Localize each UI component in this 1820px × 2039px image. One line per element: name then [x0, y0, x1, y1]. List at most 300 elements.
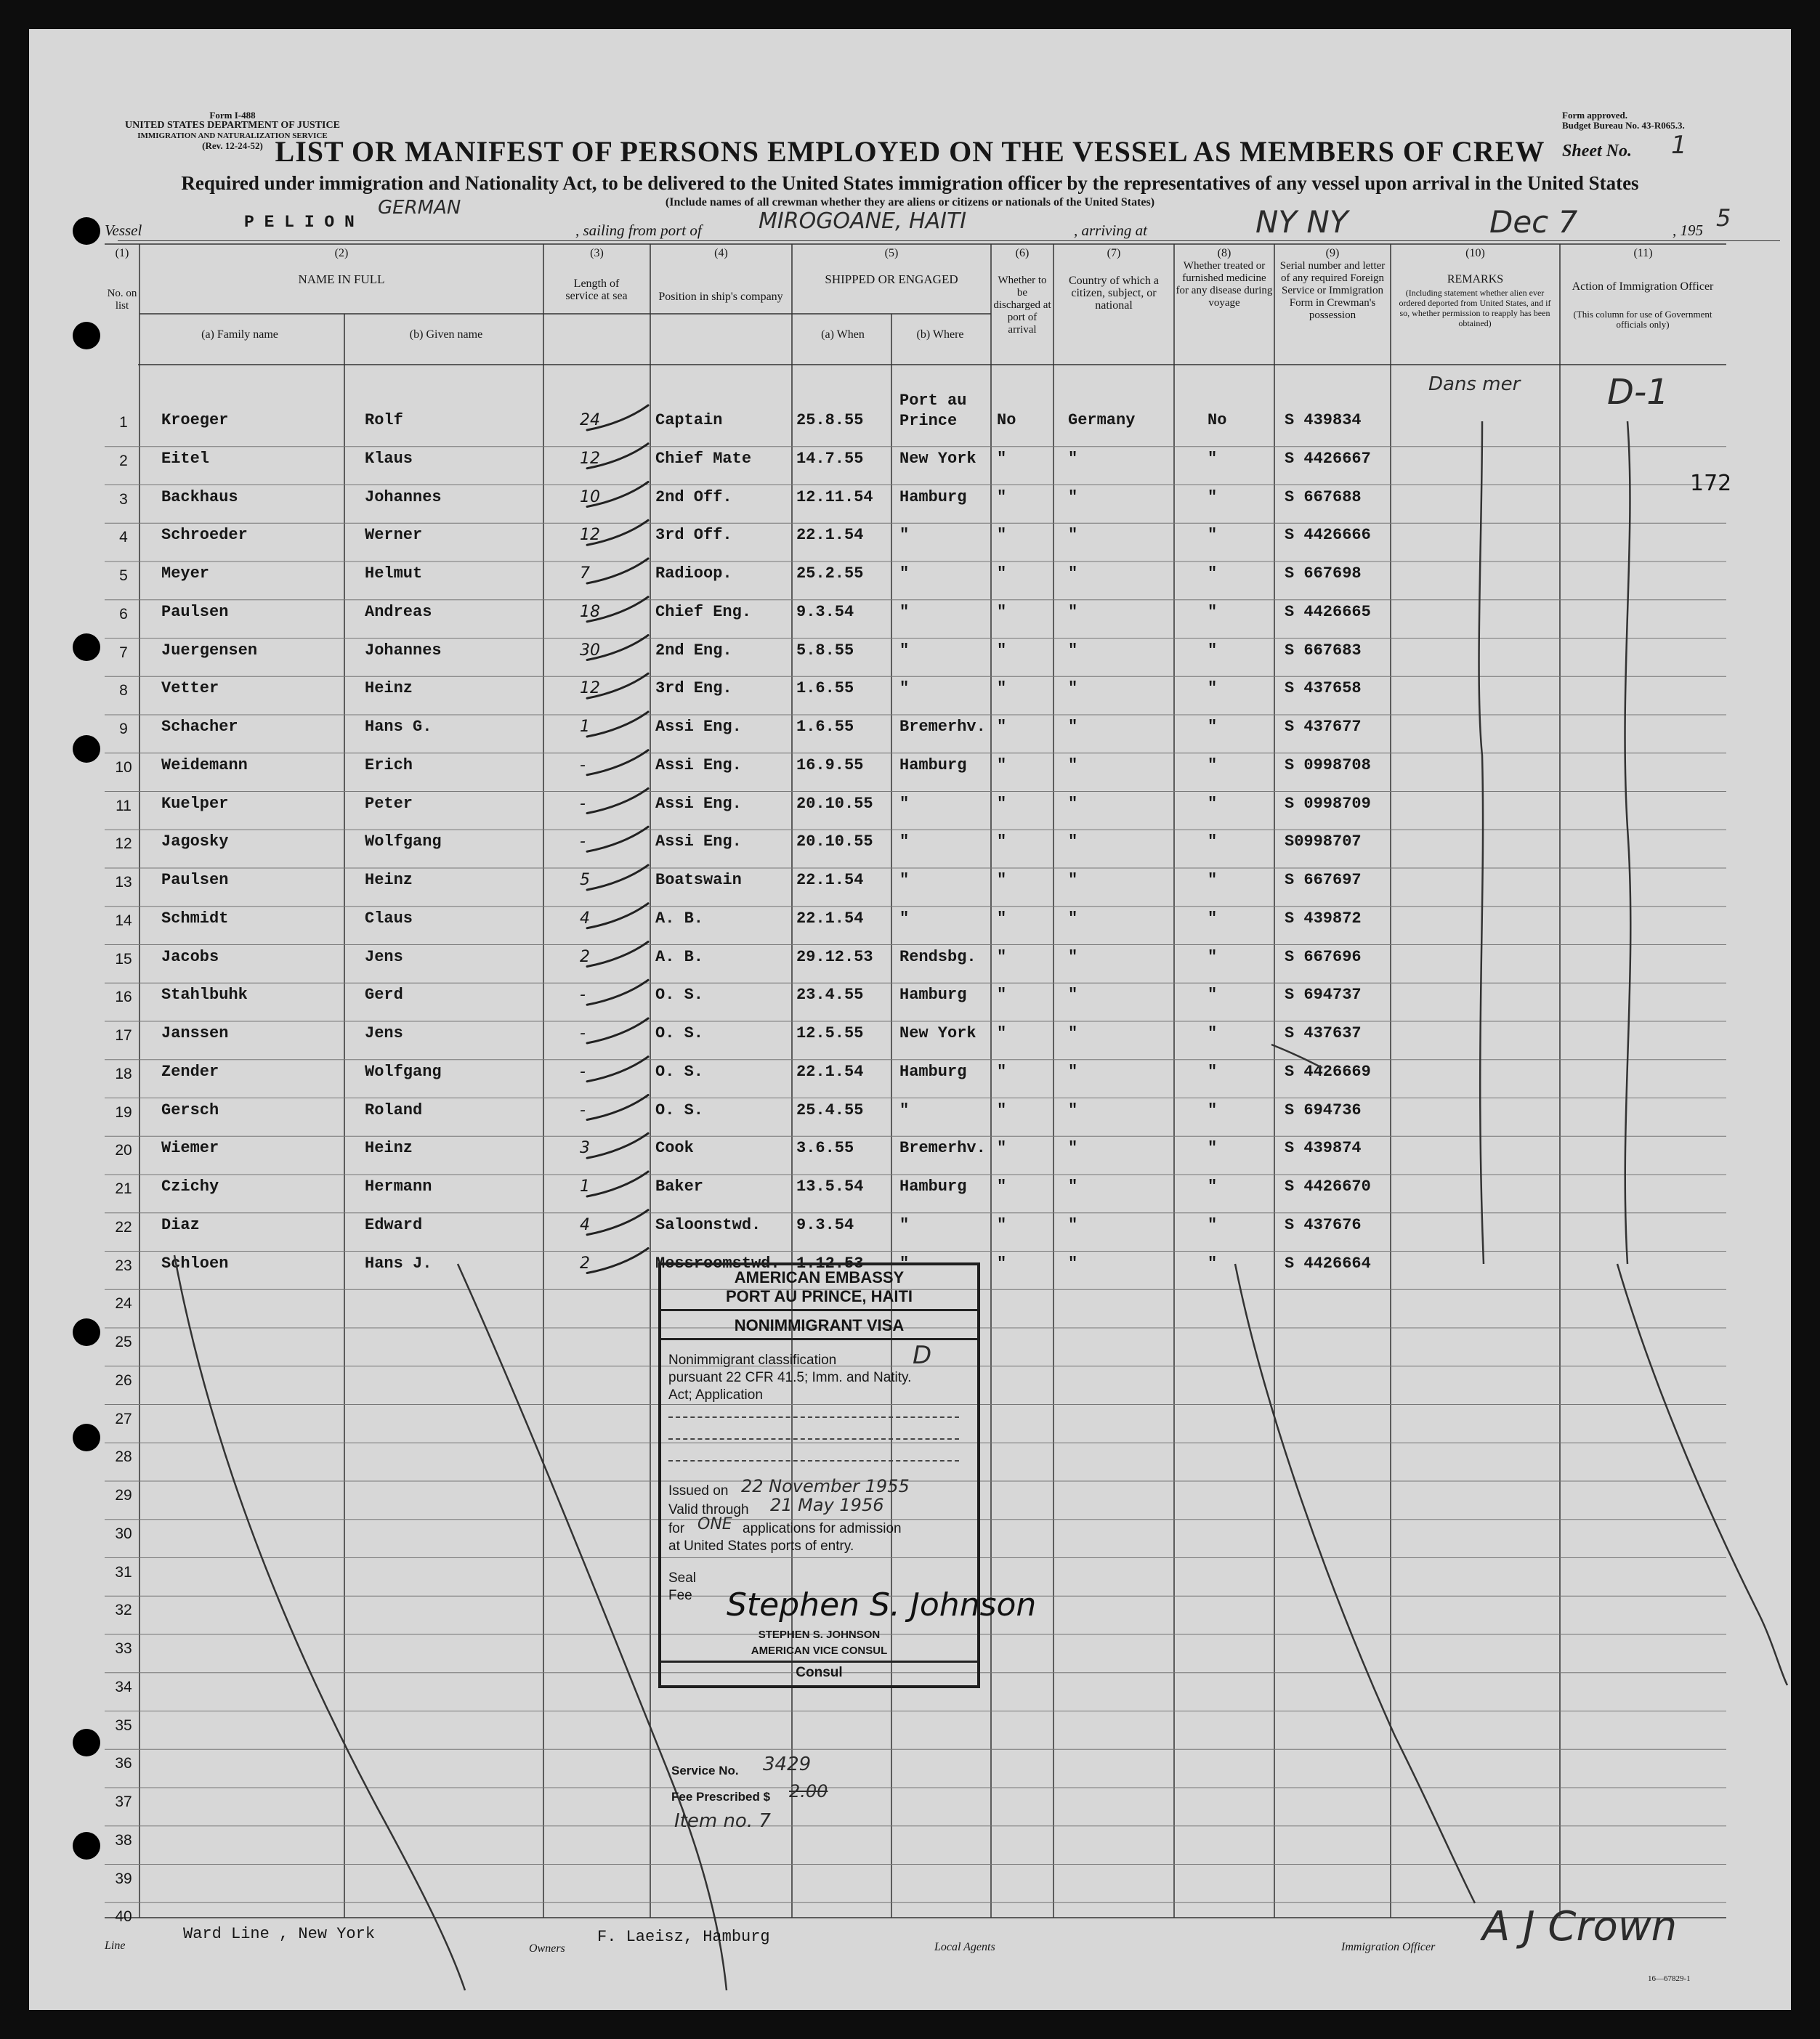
crew-given-name: Werner — [365, 526, 423, 545]
form-approval: Form approved. — [1562, 110, 1628, 121]
row-number: 21 — [115, 1180, 132, 1197]
crew-family-name: Weidemann — [161, 755, 248, 774]
service-label: Service No. — [671, 1764, 739, 1777]
crew-service-length: 2 — [580, 1254, 590, 1273]
crew-medicine: " — [1208, 1062, 1218, 1081]
row-number: 14 — [115, 912, 132, 929]
agents-label: Local Agents — [934, 1941, 995, 1953]
crew-shipped-when: 22.1.54 — [796, 526, 864, 545]
crew-service-length: 12 — [580, 679, 600, 698]
item-number: Item no. 7 — [674, 1810, 771, 1832]
col-num-4: (4) — [714, 247, 728, 259]
crew-given-name: Rolf — [365, 411, 403, 429]
sheet-label: Sheet No. — [1562, 142, 1632, 161]
col-num-1: (1) — [115, 247, 129, 259]
crew-position: Messroomstwd. — [655, 1254, 780, 1273]
header-name-in-full: NAME IN FULL — [298, 272, 385, 286]
crew-serial: S 4426667 — [1285, 449, 1371, 468]
crew-discharged: " — [997, 986, 1007, 1005]
crew-country: " — [1068, 602, 1078, 621]
crew-serial: S 439872 — [1285, 909, 1362, 928]
crew-shipped-when: 25.2.55 — [796, 564, 864, 583]
header-action: Action of Immigration Officer — [1572, 280, 1714, 293]
crew-family-name: Diaz — [161, 1215, 200, 1234]
crew-country: " — [1068, 794, 1078, 813]
crew-position: Radioop. — [655, 564, 732, 583]
crew-given-name: Wolfgang — [365, 832, 442, 851]
crew-serial: S 437658 — [1285, 679, 1362, 698]
crew-discharged: " — [997, 1139, 1007, 1158]
service-value: 3429 — [763, 1754, 812, 1775]
crew-position: Baker — [655, 1177, 704, 1196]
officer-signature: A J Crown — [1482, 1903, 1678, 1950]
crew-given-name: Claus — [365, 909, 413, 928]
crew-medicine: " — [1208, 1139, 1218, 1158]
crew-medicine: " — [1208, 1177, 1218, 1196]
crew-serial: S 667683 — [1285, 641, 1362, 660]
binder-hole — [73, 1729, 100, 1756]
crew-shipped-where: " — [899, 564, 910, 583]
row-number: 23 — [115, 1257, 132, 1274]
crew-medicine: " — [1208, 1100, 1218, 1119]
stamp-ports-text: at United States ports of entry. — [668, 1539, 854, 1554]
crew-discharged: No — [997, 411, 1016, 429]
crew-medicine: " — [1208, 755, 1218, 774]
crew-position: Assi Eng. — [655, 832, 742, 851]
crew-family-name: Jacobs — [161, 947, 219, 966]
line-value: Ward Line , New York — [183, 1925, 376, 1943]
crew-shipped-where: Port au Prince — [899, 392, 967, 430]
budget-bureau: Budget Bureau No. 43-R065.3. — [1562, 120, 1685, 131]
crew-given-name: Hermann — [365, 1177, 432, 1196]
crew-discharged: " — [997, 1177, 1007, 1196]
crew-discharged: " — [997, 1254, 1007, 1273]
crew-serial: S 4426664 — [1285, 1254, 1371, 1273]
crew-service-length: 30 — [580, 641, 600, 660]
crew-country: " — [1068, 947, 1078, 966]
binder-hole — [73, 217, 100, 245]
row-number: 8 — [119, 682, 128, 700]
row-number: 18 — [115, 1065, 132, 1082]
crew-country: " — [1068, 526, 1078, 545]
crew-service-length: 4 — [580, 1215, 590, 1234]
crew-position: 3rd Off. — [655, 526, 732, 545]
row-number: 19 — [115, 1103, 132, 1121]
row-number: 30 — [115, 1525, 132, 1542]
header-remarks-note: (Including statement whether alien ever ordered deported from United States, and if so, whether permission to reapply has been obtained) — [1399, 288, 1551, 328]
crew-shipped-where: " — [899, 679, 910, 698]
row-number: 27 — [115, 1410, 132, 1427]
crew-medicine: " — [1208, 871, 1218, 889]
stamp-classification-label: Nonimmigrant classification — [668, 1353, 837, 1368]
department: UNITED STATES DEPARTMENT OF JUSTICE — [125, 120, 340, 131]
row-number: 16 — [115, 989, 132, 1006]
year-prefix: , 195 — [1673, 222, 1703, 239]
stamp-embassy: AMERICAN EMBASSY — [734, 1268, 905, 1286]
header-length-service: Length of service at sea — [565, 277, 628, 302]
row-number: 29 — [115, 1487, 132, 1504]
stamp-consul: Consul — [796, 1665, 843, 1680]
crew-given-name: Erich — [365, 755, 413, 774]
crew-position: 3rd Eng. — [655, 679, 732, 698]
crew-position: Chief Mate — [655, 449, 752, 468]
stamp-valid-value: 21 May 1956 — [770, 1495, 884, 1515]
stamp-officer-name: STEPHEN S. JOHNSON — [758, 1629, 881, 1641]
row-number: 13 — [115, 874, 132, 891]
arrival-date: Dec 7 — [1489, 204, 1578, 240]
crew-family-name: Schloen — [161, 1254, 229, 1273]
crew-country: " — [1068, 1024, 1078, 1042]
row-number: 7 — [119, 644, 128, 661]
crew-family-name: Stahlbuhk — [161, 986, 248, 1005]
manifest-page — [29, 29, 1791, 2010]
crew-service-length: - — [580, 755, 586, 774]
crew-serial: S 667698 — [1285, 564, 1362, 583]
row-number: 24 — [115, 1295, 132, 1313]
crew-country: " — [1068, 986, 1078, 1005]
crew-family-name: Schacher — [161, 718, 238, 736]
crew-medicine: No — [1208, 411, 1227, 429]
crew-discharged: " — [997, 1024, 1007, 1042]
crew-shipped-when: 25.4.55 — [796, 1100, 864, 1119]
crew-serial: S 0998708 — [1285, 755, 1371, 774]
crew-shipped-where: " — [899, 1100, 910, 1119]
crew-shipped-where: " — [899, 602, 910, 621]
crew-family-name: Jagosky — [161, 832, 229, 851]
crew-medicine: " — [1208, 564, 1218, 583]
stamp-act: Act; Application — [668, 1387, 763, 1403]
crew-service-length: 1 — [580, 718, 590, 736]
row-number: 20 — [115, 1142, 132, 1159]
header-remarks: REMARKS — [1447, 273, 1504, 285]
remarks-row1-note: Dans mer — [1428, 373, 1521, 395]
crew-shipped-when: 22.1.54 — [796, 871, 864, 889]
crew-shipped-where: Hamburg — [899, 1177, 967, 1196]
arrival-port: NY NY — [1255, 204, 1348, 240]
crew-family-name: Kuelper — [161, 794, 229, 813]
crew-shipped-where: " — [899, 526, 910, 545]
crew-country: " — [1068, 1254, 1078, 1273]
row-number: 37 — [115, 1793, 132, 1810]
crew-country: " — [1068, 1177, 1078, 1196]
crew-position: A. B. — [655, 947, 704, 966]
crew-given-name: Andreas — [365, 602, 432, 621]
row-number: 3 — [119, 490, 128, 508]
crew-discharged: " — [997, 755, 1007, 774]
crew-country: " — [1068, 718, 1078, 736]
crew-shipped-where: " — [899, 832, 910, 851]
crew-medicine: " — [1208, 1254, 1218, 1273]
crew-country: Germany — [1068, 411, 1136, 429]
crew-shipped-when: 1.12.53 — [796, 1254, 864, 1273]
crew-medicine: " — [1208, 832, 1218, 851]
crew-shipped-when: 12.5.55 — [796, 1024, 864, 1042]
crew-shipped-when: 22.1.54 — [796, 1062, 864, 1081]
row-number: 1 — [119, 414, 128, 431]
crew-shipped-where: " — [899, 1215, 910, 1234]
row-number: 31 — [115, 1563, 132, 1581]
crew-family-name: Kroeger — [161, 411, 229, 429]
crew-shipped-when: 23.4.55 — [796, 986, 864, 1005]
crew-discharged: " — [997, 871, 1007, 889]
crew-given-name: Jens — [365, 1024, 403, 1042]
binder-hole — [73, 633, 100, 661]
crew-shipped-when: 3.6.55 — [796, 1139, 854, 1158]
vessel-label: Vessel — [105, 222, 142, 239]
visa-stamp — [658, 1262, 1037, 1688]
header-shipped: SHIPPED OR ENGAGED — [825, 272, 958, 286]
col-num-7: (7) — [1107, 247, 1121, 259]
crew-discharged: " — [997, 526, 1007, 545]
crew-serial: S 667688 — [1285, 487, 1362, 506]
crew-medicine: " — [1208, 947, 1218, 966]
crew-shipped-when: 20.10.55 — [796, 794, 873, 813]
stamp-issued-value: 22 November 1955 — [741, 1476, 910, 1496]
crew-shipped-when: 20.10.55 — [796, 832, 873, 851]
crew-serial: S 4426665 — [1285, 602, 1371, 621]
crew-medicine: " — [1208, 641, 1218, 660]
arriving-label: , arriving at — [1074, 222, 1147, 239]
stamp-officer-title: AMERICAN VICE CONSUL — [751, 1645, 888, 1657]
header-position: Position in ship's company — [658, 291, 783, 303]
crew-position: Saloonstwd. — [655, 1215, 761, 1234]
crew-discharged: " — [997, 832, 1007, 851]
crew-medicine: " — [1208, 602, 1218, 621]
binder-hole — [73, 1832, 100, 1860]
crew-discharged: " — [997, 909, 1007, 928]
binder-hole — [73, 735, 100, 763]
crew-family-name: Paulsen — [161, 602, 229, 621]
crew-discharged: " — [997, 1215, 1007, 1234]
col-num-5: (5) — [884, 247, 899, 259]
officer-label: Immigration Officer — [1341, 1941, 1436, 1953]
crew-shipped-when: 22.1.54 — [796, 909, 864, 928]
crew-shipped-when: 9.3.54 — [796, 1215, 854, 1234]
row-number: 25 — [115, 1334, 132, 1350]
crew-shipped-where: " — [899, 909, 910, 928]
col-num-11: (11) — [1633, 247, 1653, 259]
stamp-for-value: ONE — [697, 1515, 732, 1533]
crew-discharged: " — [997, 718, 1007, 736]
crew-given-name: Heinz — [365, 871, 413, 889]
crew-serial: S 439874 — [1285, 1139, 1362, 1158]
crew-position: Assi Eng. — [655, 718, 742, 736]
crew-family-name: Juergensen — [161, 641, 258, 660]
crew-service-length: 2 — [580, 947, 590, 966]
crew-family-name: Vetter — [161, 679, 219, 698]
row-number: 15 — [115, 950, 132, 968]
row-number: 35 — [115, 1716, 132, 1734]
crew-position: Chief Eng. — [655, 602, 752, 621]
crew-country: " — [1068, 641, 1078, 660]
crew-service-length: 7 — [580, 564, 590, 583]
crew-medicine: " — [1208, 526, 1218, 545]
crew-country: " — [1068, 832, 1078, 851]
crew-shipped-when: 1.6.55 — [796, 679, 854, 698]
crew-discharged: " — [997, 602, 1007, 621]
crew-family-name: Gersch — [161, 1100, 219, 1119]
service-name: IMMIGRATION AND NATURALIZATION SERVICE — [137, 131, 328, 140]
crew-shipped-when: 9.3.54 — [796, 602, 854, 621]
crew-position: O. S. — [655, 986, 704, 1005]
crew-shipped-where: Hamburg — [899, 1062, 967, 1081]
crew-shipped-where: " — [899, 871, 910, 889]
crew-family-name: Zender — [161, 1062, 219, 1081]
crew-given-name: Gerd — [365, 986, 403, 1005]
crew-family-name: Janssen — [161, 1024, 229, 1042]
crew-medicine: " — [1208, 679, 1218, 698]
fee-label: Fee Prescribed $ — [671, 1790, 771, 1804]
crew-service-length: 3 — [580, 1139, 590, 1158]
crew-discharged: " — [997, 1100, 1007, 1119]
crew-given-name: Hans G. — [365, 718, 432, 736]
crew-medicine: " — [1208, 487, 1218, 506]
row-number: 33 — [115, 1640, 132, 1657]
row-number: 10 — [115, 758, 132, 776]
col-num-3: (3) — [590, 247, 604, 259]
header-country: Country of which a citizen, subject, or national — [1069, 275, 1159, 312]
row-number: 36 — [115, 1755, 132, 1772]
crew-serial: S 4426666 — [1285, 526, 1371, 545]
crew-service-length: - — [580, 794, 586, 813]
sheet-number: 1 — [1671, 131, 1687, 160]
crew-position: A. B. — [655, 909, 704, 928]
crew-medicine: " — [1208, 718, 1218, 736]
crew-given-name: Edward — [365, 1215, 423, 1234]
crew-shipped-when: 13.5.54 — [796, 1177, 864, 1196]
stamp-pursuant: pursuant 22 CFR 41.5; Imm. and Natity. — [668, 1370, 912, 1385]
stamp-for-label: for — [668, 1521, 685, 1536]
crew-serial: S 694737 — [1285, 986, 1362, 1005]
owners-label: Owners — [529, 1942, 565, 1955]
col-num-10: (10) — [1465, 247, 1485, 259]
crew-given-name: Johannes — [365, 641, 442, 660]
binder-hole — [73, 1318, 100, 1346]
crew-discharged: " — [997, 449, 1007, 468]
header-serial: Serial number and letter of any required Foreign Service or Immigration Form in Crewman's possession — [1279, 260, 1386, 321]
row-number: 11 — [116, 797, 132, 814]
stamp-signature: Stephen S. Johnson — [727, 1586, 1037, 1624]
crew-given-name: Roland — [365, 1100, 423, 1119]
service-block — [671, 1754, 889, 1844]
crew-country: " — [1068, 487, 1078, 506]
crew-shipped-when: 29.12.53 — [796, 947, 873, 966]
crew-discharged: " — [997, 1062, 1007, 1081]
crew-position: 2nd Eng. — [655, 641, 732, 660]
crew-given-name: Johannes — [365, 487, 442, 506]
header-where: (b) Where — [916, 328, 964, 341]
crew-family-name: Wiemer — [161, 1139, 219, 1158]
crew-serial: S 439834 — [1285, 411, 1362, 429]
crew-shipped-where: Hamburg — [899, 487, 967, 506]
crew-service-length: - — [580, 986, 586, 1005]
crew-given-name: Heinz — [365, 679, 413, 698]
crew-position: Boatswain — [655, 871, 742, 889]
crew-serial: S 437676 — [1285, 1215, 1362, 1234]
crew-shipped-where: Hamburg — [899, 986, 967, 1005]
crew-country: " — [1068, 755, 1078, 774]
crew-medicine: " — [1208, 909, 1218, 928]
crew-discharged: " — [997, 794, 1007, 813]
header-no-on-list: No. on list — [107, 288, 137, 312]
row-number: 32 — [115, 1602, 132, 1619]
crew-family-name: Eitel — [161, 449, 210, 468]
crew-country: " — [1068, 1100, 1078, 1119]
crew-position: O. S. — [655, 1024, 704, 1042]
row-number: 28 — [115, 1448, 132, 1466]
form-revision: (Rev. 12-24-52) — [202, 140, 263, 151]
crew-shipped-where: " — [899, 641, 910, 660]
crew-serial: S 667696 — [1285, 947, 1362, 966]
crew-country: " — [1068, 449, 1078, 468]
header-given-name: (b) Given name — [409, 328, 483, 341]
crew-shipped-where: New York — [899, 1024, 976, 1042]
crew-serial: S 4426670 — [1285, 1177, 1371, 1196]
crew-service-length: 10 — [580, 487, 600, 506]
crew-discharged: " — [997, 641, 1007, 660]
stamp-valid-label: Valid through — [668, 1502, 749, 1517]
crew-shipped-where: Hamburg — [899, 755, 967, 774]
crew-medicine: " — [1208, 1215, 1218, 1234]
col-num-8: (8) — [1217, 247, 1231, 259]
crew-family-name: Schroeder — [161, 526, 248, 545]
crew-shipped-when: 16.9.55 — [796, 755, 864, 774]
header-family-name: (a) Family name — [201, 328, 278, 341]
crew-discharged: " — [997, 564, 1007, 583]
header-action-note: (This column for use of Government officials only) — [1573, 309, 1712, 330]
crew-serial: S 0998709 — [1285, 794, 1371, 813]
owners-value: F. Laeisz, Hamburg — [597, 1928, 770, 1946]
header-when: (a) When — [821, 328, 865, 341]
crew-position: Cook — [655, 1139, 694, 1158]
crew-service-length: 1 — [580, 1177, 590, 1196]
crew-discharged: " — [997, 947, 1007, 966]
fee-value: 2.00 — [789, 1781, 828, 1801]
crew-medicine: " — [1208, 986, 1218, 1005]
crew-country: " — [1068, 564, 1078, 583]
crew-shipped-where: Rendsbg. — [899, 947, 976, 966]
row-number: 34 — [115, 1678, 132, 1695]
crew-serial: S 4426669 — [1285, 1062, 1371, 1081]
header-medicine: Whether treated or furnished medicine for any disease during voyage — [1176, 260, 1273, 309]
row-number: 40 — [115, 1908, 132, 1926]
crew-shipped-where: New York — [899, 449, 976, 468]
vessel-name: P E L I O N — [244, 213, 355, 232]
crew-family-name: Meyer — [161, 564, 210, 583]
crew-serial: S 437677 — [1285, 718, 1362, 736]
crew-shipped-where: Bremerhv. — [899, 718, 986, 736]
crew-serial: S0998707 — [1285, 832, 1362, 851]
crew-given-name: Hans J. — [365, 1254, 432, 1273]
col-num-6: (6) — [1015, 247, 1030, 259]
crew-serial: S 437637 — [1285, 1024, 1362, 1042]
crew-shipped-where: Bremerhv. — [899, 1139, 986, 1158]
crew-country: " — [1068, 679, 1078, 698]
crew-country: " — [1068, 909, 1078, 928]
crew-country: " — [1068, 1062, 1078, 1081]
year-suffix: 5 — [1716, 204, 1731, 232]
page-subtitle: Required under immigration and Nationality Act, to be delivered to the United States immigration officer by the representatives of any vessel upon arrival in the United States — [181, 172, 1639, 194]
crew-discharged: " — [997, 679, 1007, 698]
binder-hole — [73, 1424, 100, 1451]
row-number: 12 — [115, 835, 132, 853]
crew-country: " — [1068, 1215, 1078, 1234]
crew-position: Captain — [655, 411, 723, 429]
crew-service-length: 12 — [580, 526, 600, 545]
stamp-fee: Fee — [668, 1588, 692, 1603]
crew-service-length: - — [580, 832, 586, 851]
stamp-classification-value: D — [913, 1341, 932, 1370]
